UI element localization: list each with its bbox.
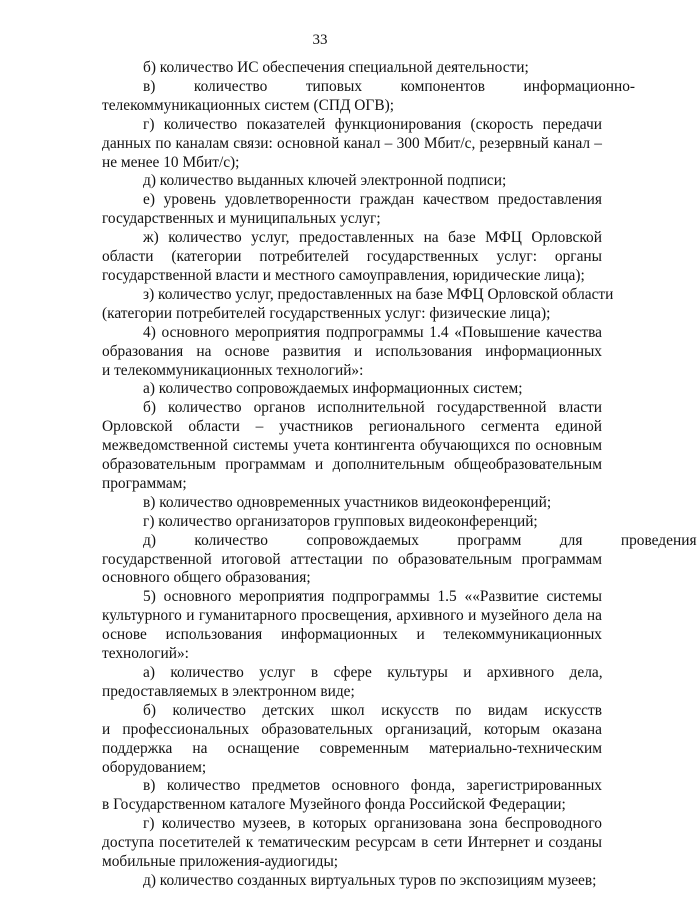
paragraph (102, 172, 602, 191)
paragraph (102, 702, 602, 778)
paragraph (102, 513, 602, 532)
paragraph (102, 399, 602, 494)
text-line: (категории потребителей государственных услуг: физические лица); (102, 304, 551, 322)
text-line: мобильные приложения-аудиогиды; (102, 853, 339, 871)
text-line: поддержка на оснащение современным материально-техническим (102, 739, 602, 757)
text-line: е) уровень удовлетворенности граждан качеством предоставления (143, 191, 602, 209)
text-line: д) количество сопровождаемых программ для проведения (143, 531, 697, 549)
paragraph (102, 285, 614, 324)
text-line: оборудованием; (102, 758, 207, 776)
text-line: государственных и муниципальных услуг; (102, 210, 381, 228)
paragraph (102, 531, 697, 589)
text-line: д) количество созданных виртуальных туров по экспозициям музеев; (143, 871, 597, 889)
paragraph (102, 191, 602, 229)
text-line: государственной власти и местного самоуправления, юридические лица); (102, 266, 585, 284)
text-line: 5) основного мероприятия подпрограммы 1.5 ««Развитие системы (143, 588, 602, 606)
text-line: и профессиональных образовательных организаций, которым оказана (102, 720, 602, 738)
text-line: г) количество показателей функционирования (скорость передачи (143, 115, 602, 133)
paragraph (102, 229, 602, 286)
text-line: б) количество детских школ искусств по видам искусств (143, 701, 602, 719)
text-line: культурного и гуманитарного просвещения, архивного и музейного дела на (102, 607, 602, 625)
text-line: образования на основе развития и использования информационных (102, 342, 602, 360)
text-line: и телекоммуникационных технологий»: (102, 361, 364, 379)
text-line: программам; (102, 474, 187, 492)
text-line: г) количество организаторов групповых видеоконференций; (143, 512, 538, 530)
text-line: государственной итоговой аттестации по образовательным программам (102, 550, 602, 568)
text-line: основе использования информационных и телекоммуникационных (102, 626, 602, 644)
text-line: данных по каналам связи: основной канал – 300 Мбит/с, резервный канал – (102, 134, 602, 152)
paragraph (102, 77, 636, 116)
text-line: а) количество услуг в сфере культуры и архивного дела, (143, 664, 603, 681)
text-line: б) количество ИС обеспечения специальной деятельности; (143, 59, 529, 76)
text-line: д) количество выданных ключей электронной подписи; (143, 172, 507, 190)
text-line: не менее 10 Мбит/с); (102, 153, 240, 171)
text-line: б) количество органов исполнительной государственной власти (143, 399, 602, 417)
text-line: в) количество одновременных участников видеоконференций; (143, 493, 552, 511)
text-line: 4) основного мероприятия подпрограммы 1.4 «Повышение качества (143, 323, 602, 341)
paragraph (102, 588, 602, 664)
text-line: в) количество типовых компонентов информационно- (143, 77, 636, 95)
document-body (102, 59, 697, 891)
paragraph (102, 664, 602, 702)
paragraph (102, 59, 602, 78)
paragraph (102, 324, 602, 381)
text-line: образовательным программам и дополнительным общеобразовательным (102, 456, 602, 474)
text-line: области (категории потребителей государственных услуг: органы (102, 248, 602, 266)
paragraph (102, 380, 602, 399)
paragraph (102, 872, 602, 891)
text-line: доступа посетителей к тематическим ресурсам в сети Интернет и созданы (102, 834, 602, 852)
paragraph (102, 815, 602, 872)
text-line: основного общего образования; (102, 569, 311, 587)
text-line: з) количество услуг, предоставленных на базе МФЦ Орловской области (143, 285, 614, 303)
text-line: телекоммуникационных систем (СПД ОГВ); (102, 96, 394, 114)
text-line: межведомственной системы учета контингента обучающихся по основным (102, 437, 602, 455)
text-line: а) количество сопровождаемых информационных систем; (143, 380, 523, 398)
paragraph (102, 777, 602, 815)
text-line: технологий»: (102, 645, 189, 663)
text-line: г) количество музеев, в которых организована зона беспроводного (143, 815, 602, 833)
text-line: ж) количество услуг, предоставленных на базе МФЦ Орловской (143, 229, 602, 247)
paragraph (102, 494, 602, 513)
text-line: в Государственном каталоге Музейного фонда Российской Федерации; (102, 796, 566, 814)
page-number: 33 (312, 32, 328, 48)
paragraph (102, 116, 602, 173)
text-line: в) количество предметов основного фонда, зарегистрированных (143, 777, 602, 795)
text-line: предоставляемых в электронном виде; (102, 682, 355, 700)
text-line: Орловской области – участников регионального сегмента единой (102, 418, 602, 436)
